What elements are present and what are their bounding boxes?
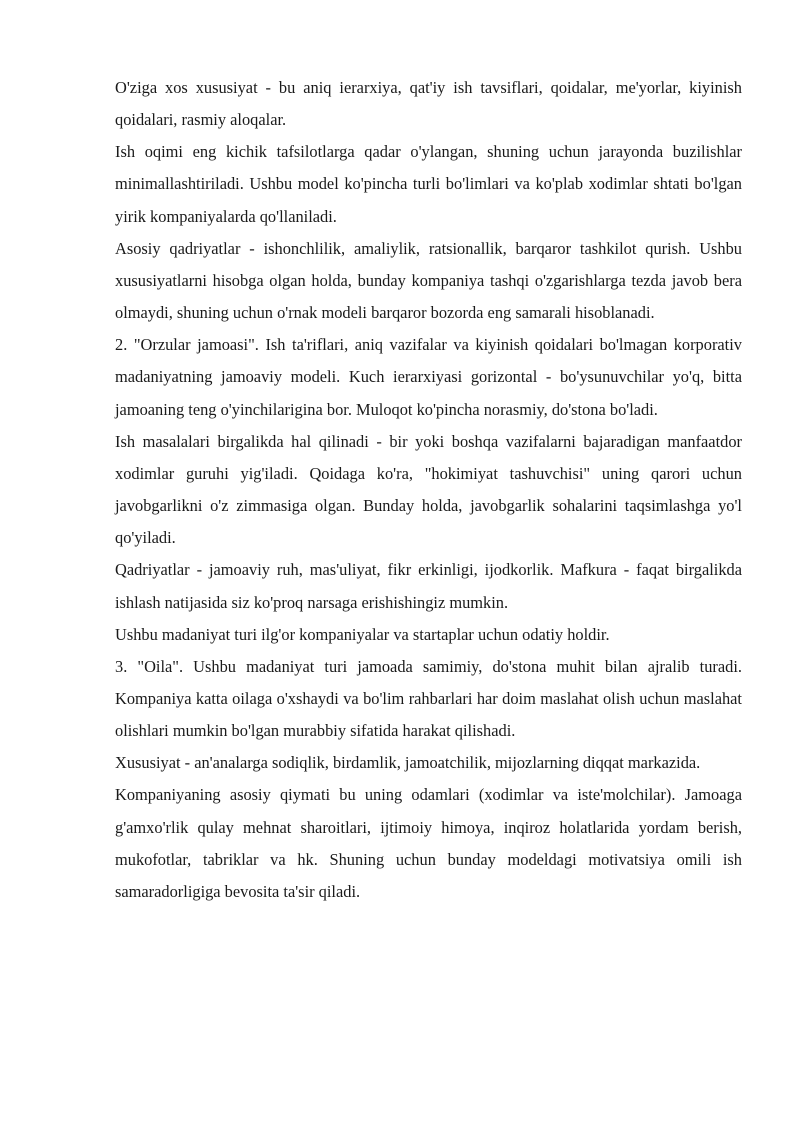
paragraph-startups: Ushbu madaniyat turi ilg'or kompaniyalar va startaplar uchun odatiy holdir. [115,624,610,644]
document-body [115,72,742,908]
paragraph-dream-team: 2. "Orzular jamoasi". Ish ta'riflari, aniq vazifalar va kiyinish qoidalari bo'lmagan korporativ madaniyatning jamoaviy modeli. Kuch ierarxiyasi gorizontal - bo'ysunuvchilar yo'q, bitta jamoaning teng o'yinchilarigina bor. Muloqot ko'pincha norasmiy, do'stona bo'ladi. [115,335,742,419]
paragraph-core-values: Asosiy qadriyatlar - ishonchlilik, amaliylik, ratsionallik, barqaror tashkilot qurish. Ushbu xususiyatlarni hisobga olgan holda, bunday kompaniya tashqi o'zgarishlarga tezda javob bera olmaydi, shuning uchun o'rnak modeli barqaror bozorda eng samarali hisoblanadi. [115,238,742,323]
paragraph-hierarchy-traits: O'ziga xos xususiyat - bu aniq ierarxiya, qat'iy ish tavsiflari, qoidalar, me'yorlar, kiyinish qoidalari, rasmiy aloqalar. [115,78,742,130]
paragraph-workflow: Ish oqimi eng kichik tafsilotlarga qadar o'ylangan, shuning uchun jarayonda buzilishlar minimallashtiriladi. Ushbu model ko'pincha turli bo'limlari va ko'plab xodimlar shtati bo'lgan yirik kompaniyalarda qo'llaniladi. [115,142,742,226]
paragraph-family: 3. "Oila". Ushbu madaniyat turi jamoada samimiy, do'stona muhit bilan ajralib turadi. Kompaniya katta oilaga o'xshaydi va bo'lim rahbarlari har doim maslahat olish uchun maslahat olishlari mumkin bo'lgan murabbiy sifatida harakat qilishadi. [115,656,742,741]
paragraph-company-value: Kompaniyaning asosiy qiymati bu uning odamlari (xodimlar va iste'molchilar). Jamoaga g'amxo'rlik qulay mehnat sharoitlari, ijtimoiy himoya, inqiroz holatlarida yordam berish, mukofotlar, tabriklar va hk. Shuning uchun bunday modeldagi motivatsiya omili ish samaradorligiga bevosita ta'sir qiladi. [115,785,742,901]
paragraph-family-traits: Xususiyat - an'analarga sodiqlik, birdamlik, jamoatchilik, mijozlarning diqqat markazida. [115,753,701,773]
paragraph-joint-tasks: Ish masalalari birgalikda hal qilinadi - bir yoki boshqa vazifalarni bajaradigan manfaatdor xodimlar guruhi yig'iladi. Qoidaga ko'ra, "hokimiyat tashuvchisi" uning qarori uchun javobgarlikni o'z zimmasiga olgan. Bunday holda, javobgarlik sohalarini taqsimlashga yo'l qo'yiladi. [115,431,742,548]
paragraph-team-values: Qadriyatlar - jamoaviy ruh, mas'uliyat, fikr erkinligi, ijodkorlik. Mafkura - faqat birgalikda ishlash natijasida siz ko'proq narsaga erishishingiz mumkin. [115,560,742,612]
